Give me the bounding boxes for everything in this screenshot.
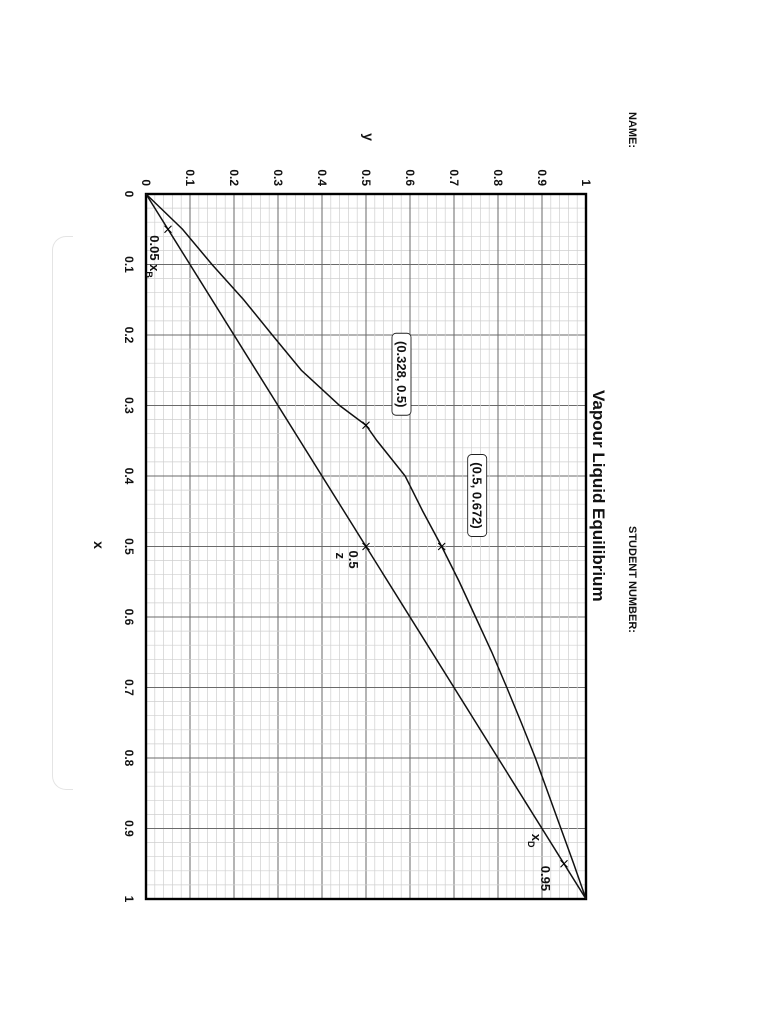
y-tick-label: 0.7 — [447, 169, 461, 186]
point-subscript: D — [526, 840, 536, 848]
y-tick-label: 0 — [139, 179, 153, 186]
annotation-label: (0.328, 0.5) — [394, 340, 409, 408]
y-tick-label: 0.3 — [271, 169, 285, 186]
x-axis-label: x — [91, 541, 107, 549]
point-value: 0.95 — [538, 865, 553, 892]
point-marker — [561, 860, 568, 867]
x-tick-label: 0 — [122, 190, 136, 198]
y-tick-label: 0.4 — [315, 169, 329, 186]
point-symbol: z — [333, 552, 348, 559]
point-symbol: x — [147, 264, 162, 272]
x-tick-label: 1 — [122, 895, 136, 903]
x-tick-label: 0.8 — [122, 749, 136, 767]
name-label: NAME: — [626, 112, 638, 149]
x-tick-label: 0.6 — [122, 608, 136, 626]
x-tick-label: 0.4 — [122, 467, 136, 485]
point-label — [333, 551, 361, 569]
student-number-label: STUDENT NUMBER: — [626, 526, 638, 633]
x-tick-label: 0.9 — [122, 820, 136, 837]
y-tick-label: 1 — [579, 179, 593, 186]
y-tick-label: 0.5 — [359, 169, 373, 186]
y-tick-label: 0.9 — [535, 169, 549, 186]
point-value: 0.5 — [346, 550, 361, 569]
point-subscript: B — [144, 271, 154, 278]
chart-title: Vapour Liquid Equilibrium — [589, 390, 608, 602]
x-tick-label: 0.1 — [122, 256, 136, 273]
annotation-label: (0.5, 0.672) — [469, 462, 485, 529]
x-tick-label: 0.5 — [122, 538, 136, 555]
y-tick-label: 0.6 — [403, 169, 417, 186]
x-tick-label: 0.7 — [122, 679, 136, 696]
x-tick-label: 0.3 — [122, 397, 136, 414]
y-tick-label: 0.8 — [491, 169, 505, 186]
point-symbol: x — [529, 833, 544, 841]
y-tick-label: 0.1 — [183, 169, 197, 186]
y-tick-label: 0.2 — [227, 169, 241, 186]
x-tick-label: 0.2 — [122, 326, 136, 344]
point-marker — [165, 226, 172, 233]
point-value: 0.05 — [147, 235, 162, 265]
y-axis-label: y — [361, 133, 377, 141]
